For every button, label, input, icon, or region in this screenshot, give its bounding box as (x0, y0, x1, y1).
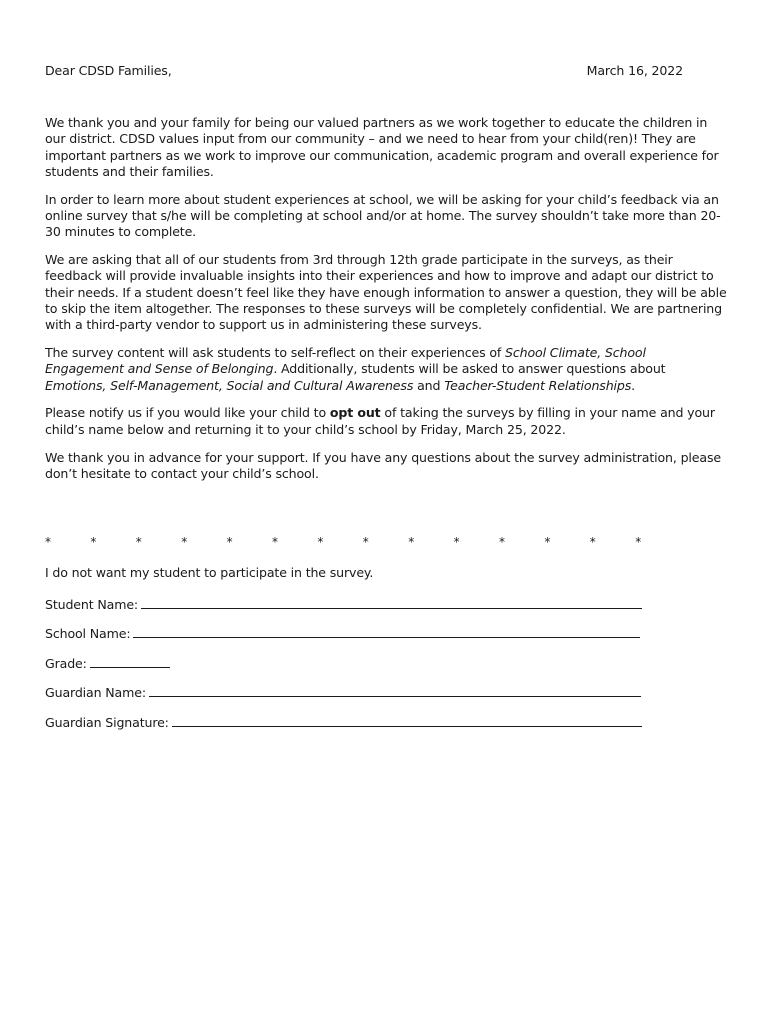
grade-field[interactable] (90, 654, 170, 668)
letter-date: March 16, 2022 (586, 63, 683, 78)
divider-mark: * (544, 535, 551, 549)
student-name-label: Student Name: (45, 596, 139, 612)
guardian-signature-row (45, 713, 727, 743)
paragraph-participation: We are asking that all of our students from 3rd through 12th grade participate in the surveys, as their feedback will provide invaluable insights into their experiences and how to improve and adapt our district to their needs. If a student doesn’t feel like they have enough information to answer a question, they will be able to skip the item altogether. The responses to these surveys will be completely confidential. We are partnering with a third-party vendor to support us in administering these surveys. (45, 252, 727, 333)
student-name-field[interactable] (141, 595, 642, 609)
divider-mark: * (453, 535, 460, 549)
survey-topics-2: Emotions, Self-Management, Social and Cultural Awareness (45, 377, 414, 393)
survey-content-text-4: . (631, 377, 636, 393)
guardian-signature-label: Guardian Signature: (45, 714, 169, 730)
letter-header (45, 63, 727, 80)
paragraph-intro: We thank you and your family for being our valued partners as we work together to educate the children in our district. CDSD values input from our community – and we need to hear from your child(ren)! They are important partners as we work to improve our communication, academic program and overall experience for students and their families. (45, 115, 719, 179)
survey-content-text-3: and (413, 377, 445, 393)
divider-mark: * (45, 535, 51, 549)
opt-out-form (45, 565, 727, 742)
grade-label: Grade: (45, 655, 87, 671)
divider-mark: * (589, 535, 596, 549)
divider-mark: * (90, 535, 97, 549)
divider-mark: * (317, 535, 324, 549)
school-name-label: School Name: (45, 626, 131, 641)
salutation: Dear CDSD Families, (45, 63, 172, 78)
divider-mark: * (181, 535, 188, 549)
divider-mark: * (362, 535, 369, 549)
paragraph-survey-content (45, 345, 727, 394)
paragraph-survey-info: In order to learn more about student experiences at school, we will be asking for your child’s feedback via an online survey that s/he will be completing at school and/or at home. The survey shouldn’t take more than 20-30 minutes to complete. (45, 191, 721, 240)
divider-mark: * (135, 535, 142, 549)
opt-out-text-2: of taking the surveys by filling in your name and your child’s name below and returning it to your child’s school by Friday, March 25, 2022. (45, 405, 715, 437)
opt-out-text-1: Please notify us if you would like your child to (45, 405, 330, 421)
opt-out-statement-text: I do not want my student to participate in the survey. (45, 565, 374, 580)
divider-mark: * (635, 535, 642, 549)
guardian-name-label: Guardian Name: (45, 685, 146, 700)
guardian-name-field[interactable] (149, 683, 641, 697)
opt-out-emphasis: opt out (329, 405, 381, 421)
divider-mark: * (272, 535, 278, 549)
survey-topics-1: School Climate, School Engagement and Sense of Belonging (45, 345, 646, 377)
student-name-row (45, 595, 727, 625)
school-name-row (45, 624, 727, 654)
survey-content-text-2: . Additionally, students will be asked to answer questions about (273, 361, 666, 377)
survey-topics-3: Teacher-Student Relationships (444, 377, 632, 393)
guardian-signature-field[interactable] (172, 713, 642, 727)
survey-content-text-1: The survey content will ask students to self-reflect on their experiences of (45, 345, 506, 361)
guardian-name-row (45, 683, 727, 713)
grade-row (45, 654, 727, 684)
school-name-field[interactable] (133, 624, 640, 638)
paragraph-opt-out (45, 405, 727, 438)
paragraph-closing: We thank you in advance for your support. If you have any questions about the survey administration, please don’t hesitate to contact your child’s school. (45, 449, 721, 481)
asterisk-divider (45, 534, 645, 550)
letter-body (45, 115, 727, 494)
opt-out-statement (45, 565, 727, 595)
divider-mark: * (499, 535, 505, 549)
divider-mark: * (408, 535, 415, 549)
divider-mark: * (226, 535, 233, 549)
